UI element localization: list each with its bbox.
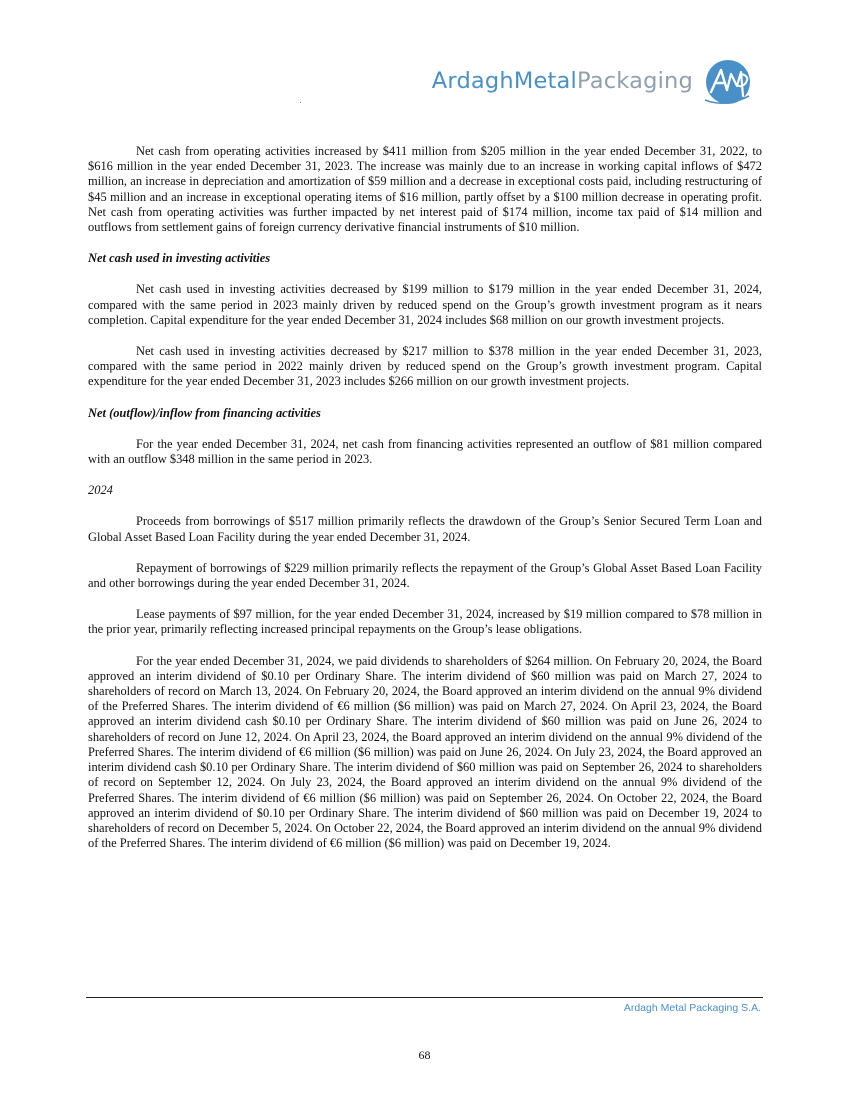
brand-wordmark <box>432 68 693 94</box>
brand-word-packaging: Packaging <box>576 68 693 94</box>
stray-dot <box>300 102 301 103</box>
paragraph-borrowings-proceeds: Proceeds from borrowings of $517 million primarily reflects the drawdown of the Group’s Senior Secured Term Loan and Global Asset Based Loan Facility during the year ended December 31, 2024. <box>88 514 762 544</box>
subheading-2024: 2024 <box>88 483 113 498</box>
heading-investing-activities: Net cash used in investing activities <box>88 251 271 266</box>
paragraph-financing-summary: For the year ended December 31, 2024, net cash from financing activities represented an outflow of $81 million compared with an outflow $348 million in the same period in 2023. <box>88 436 762 467</box>
page-header <box>417 56 757 108</box>
brand-word-metal: Metal <box>513 68 577 94</box>
footer-divider <box>86 997 763 998</box>
page-number: 68 <box>418 1048 431 1062</box>
paragraph-investing-2023: Net cash used in investing activities decreased by $217 million to $378 million in the year ended December 31, 2023, compared with the same period in 2022 mainly driven by reduced spend on the Group’s growth investment program. Capital expenditure for the year ended December 31, 2023 includes $266 million on our growth investment projects. <box>88 344 762 389</box>
paragraph-operating-2023: Net cash from operating activities increased by $411 million from $205 million in the year ended December 31, 2022, to $616 million in the year ended December 31, 2023. The increase was mainly due to an increase in working capital inflows of $472 million, an increase in depreciation and amortization of $59 million and a decrease in exceptional costs paid, including restructuring of $45 million and an increase in exceptional operating items of $16 million, partly offset by a $100 million decrease in operating profit. Net cash from operating activities was further impacted by net interest paid of $174 million, income tax paid of $14 million and outflows from settlement gains of foreign currency derivative financial instruments of $10 million. <box>88 144 762 235</box>
footer-company-name: Ardagh Metal Packaging S.A. <box>623 1002 761 1014</box>
heading-financing-activities: Net (outflow)/inflow from financing activities <box>88 405 321 420</box>
paragraph-lease-payments: Lease payments of $97 million, for the year ended December 31, 2024, increased by $19 million compared to $78 million in the prior year, primarily reflecting increased principal repayments on the Group’s lease obligations. <box>88 607 762 637</box>
paragraph-borrowings-repayment: Repayment of borrowings of $229 million primarily reflects the repayment of the Group’s Global Asset Based Loan Facility and other borrowings during the year ended December 31, 2024. <box>88 560 762 591</box>
paragraph-investing-2024: Net cash used in investing activities decreased by $199 million to $179 million in the year ended December 31, 2024, compared with the same period in 2023 mainly driven by reduced spend on the Group’s growth investment program as it nears completion. Capital expenditure for the year ended December 31, 2024 includes $68 million on our growth investment projects. <box>88 282 762 327</box>
paragraph-dividends: For the year ended December 31, 2024, we paid dividends to shareholders of $264 million. On February 20, 2024, the Board approved an interim dividend of $0.10 per Ordinary Share. The interim dividend of $60 million was paid on March 27, 2024 to shareholders of record on March 13, 2024. On February 20, 2024, the Board approved an interim dividend on the annual 9% dividend of the Preferred Shares. The interim dividend of €6 million ($6 million) was paid on March 27, 2024. On April 23, 2024, the Board approved an interim dividend cash $0.10 per Ordinary Share. The interim dividend of $60 million was paid on June 26, 2024 to shareholders of record on June 12, 2024. On April 23, 2024, the Board approved an interim dividend on the annual 9% dividend of the Preferred Shares. The interim dividend of €6 million ($6 million) was paid on June 26, 2024. On July 23, 2024, the Board approved an interim dividend cash $0.10 per Ordinary Share. The interim dividend of $60 million was paid on September 26, 2024 to shareholders of record on September 12, 2024. On July 23, 2024, the Board approved an interim dividend on the annual 9% dividend of the Preferred Shares. The interim dividend of €6 million ($6 million) was paid on September 26, 2024. On October 22, 2024, the Board approved an interim dividend of $0.10 per Ordinary Share. The interim dividend of $60 million was paid on December 19, 2024 to shareholders of record on December 5, 2024. On October 22, 2024, the Board approved an interim dividend on the annual 9% dividend of the Preferred Shares. The interim dividend of €6 million ($6 million) was paid on December 19, 2024. <box>88 653 762 851</box>
amp-monogram-icon <box>697 56 757 108</box>
brand-word-ardagh: Ardagh <box>431 68 514 94</box>
document-body <box>88 144 762 851</box>
